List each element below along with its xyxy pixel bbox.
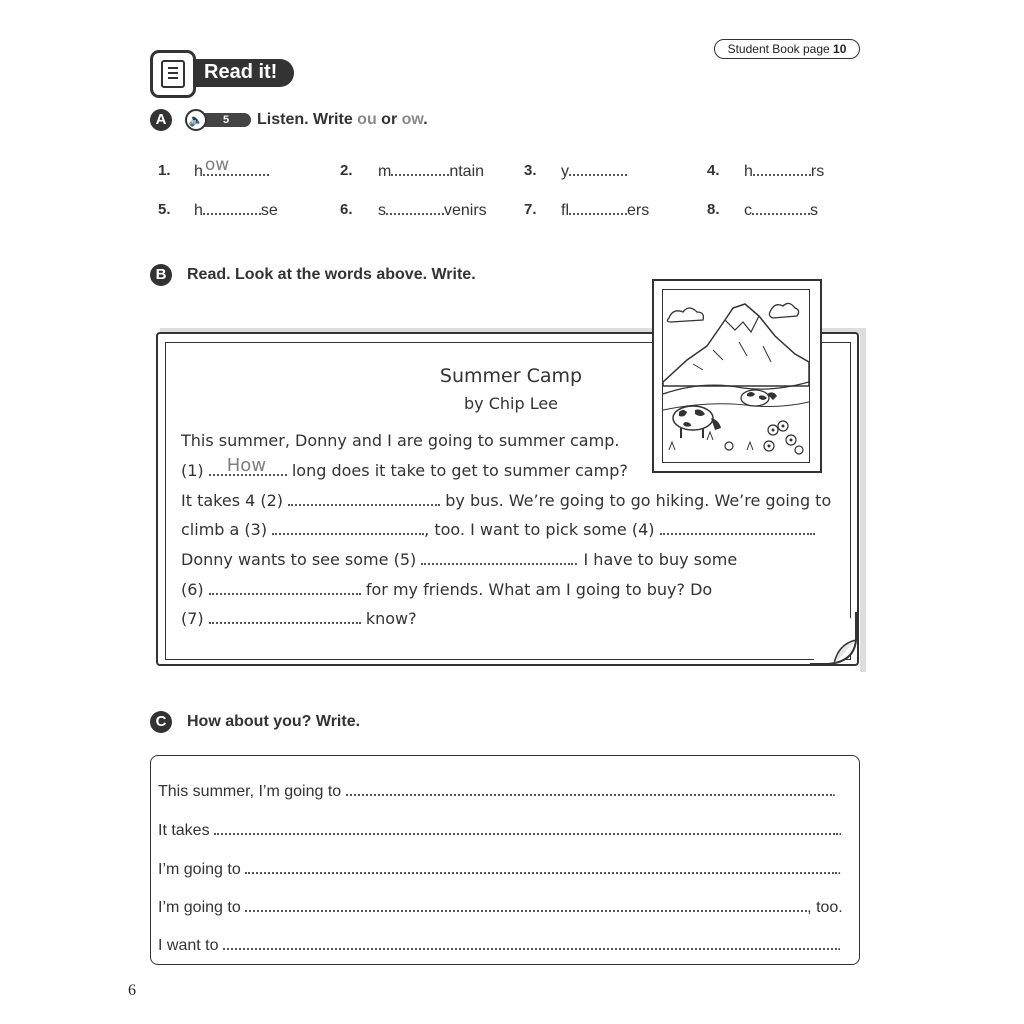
section-c-instruction: How about you? Write.	[187, 713, 361, 730]
writing-line-2: It takes .	[158, 822, 843, 839]
answer-blank[interactable]	[569, 162, 627, 176]
answer-blank[interactable]	[391, 162, 449, 176]
writing-blank[interactable]	[245, 860, 837, 874]
word-item-6: s venirs	[378, 202, 487, 219]
mountain-cows-illustration	[652, 279, 822, 473]
filled-answer: How	[226, 455, 267, 476]
section-b-badge: B	[150, 264, 172, 286]
story-line-4: climb a (3) , too. I want to pick some (4) .	[181, 520, 817, 539]
item-number: 3.	[524, 162, 537, 179]
audio-track-button[interactable]	[185, 109, 251, 131]
student-book-page-number: 10	[833, 42, 847, 56]
section-a-badge: A	[150, 109, 172, 131]
story-blank-2[interactable]	[288, 492, 440, 506]
story-blank-7[interactable]	[209, 610, 361, 624]
item-number: 4.	[707, 162, 720, 179]
word-item-3: y	[561, 162, 627, 181]
item-number: 6.	[340, 201, 353, 218]
writing-blank[interactable]	[214, 821, 838, 835]
item-number: 2.	[340, 162, 353, 179]
story-blank-3[interactable]	[272, 521, 424, 535]
track-number: 5	[223, 114, 230, 126]
speaker-icon: 🔈	[185, 109, 207, 131]
writing-blank[interactable]	[346, 782, 832, 796]
word-item-7: fl ers	[561, 202, 650, 219]
word-item-4: h rs	[744, 163, 825, 180]
writing-line-3: I’m going to .	[158, 861, 842, 878]
page-number: 6	[128, 982, 136, 999]
item-number: 8.	[707, 201, 720, 218]
word-item-2: m ntain	[378, 163, 485, 180]
story-author: by Chip Lee	[463, 394, 559, 413]
word-item-8: c s	[744, 202, 818, 219]
writing-blank[interactable]	[223, 936, 837, 950]
answer-blank[interactable]	[753, 162, 811, 176]
story-line-7: (7) know?	[181, 609, 417, 628]
word-item-1: h ow	[194, 162, 269, 181]
book-icon	[150, 50, 196, 98]
story-line-6: (6) for my friends. What am I going to buy? Do	[181, 580, 713, 599]
story-blank-5[interactable]	[421, 551, 573, 565]
page-curl	[808, 610, 858, 666]
story-line-2: (1) How long does it take to get to summer camp?	[181, 455, 628, 480]
writing-line-5: I want to .	[158, 937, 842, 954]
student-book-label-text: Student Book page	[727, 42, 830, 56]
answer-blank[interactable]	[752, 201, 810, 215]
story-line-3: It takes 4 (2) by bus. We’re going to go hiking. We’re going to	[181, 491, 832, 510]
word-item-5: h se	[194, 202, 278, 219]
story-title: Summer Camp	[439, 365, 583, 387]
answer-blank[interactable]	[569, 201, 627, 215]
item-number: 7.	[524, 201, 537, 218]
story-line-1: This summer, Donny and I are going to summer camp.	[181, 431, 620, 450]
writing-line-1: This summer, I’m going to .	[158, 783, 837, 800]
story-blank-1[interactable]	[209, 455, 287, 476]
answer-blank[interactable]	[386, 201, 444, 215]
answer-blank[interactable]	[203, 201, 261, 215]
section-a-instruction: Listen. Write ou or ow.	[257, 111, 428, 128]
writing-line-4: I’m going to , too.	[158, 899, 843, 916]
item-number: 5.	[158, 201, 171, 218]
section-b-instruction: Read. Look at the words above. Write.	[187, 266, 476, 283]
story-blank-4[interactable]	[660, 521, 812, 535]
filled-answer: ow	[204, 155, 230, 175]
read-it-title: Read it!	[204, 61, 278, 83]
section-c-badge: C	[150, 711, 172, 733]
student-book-page-label	[714, 39, 860, 59]
story-blank-6[interactable]	[209, 581, 361, 595]
story-line-5: Donny wants to see some (5) . I have to buy some	[181, 550, 738, 569]
item-number: 1.	[158, 162, 171, 179]
writing-blank[interactable]	[245, 898, 807, 912]
